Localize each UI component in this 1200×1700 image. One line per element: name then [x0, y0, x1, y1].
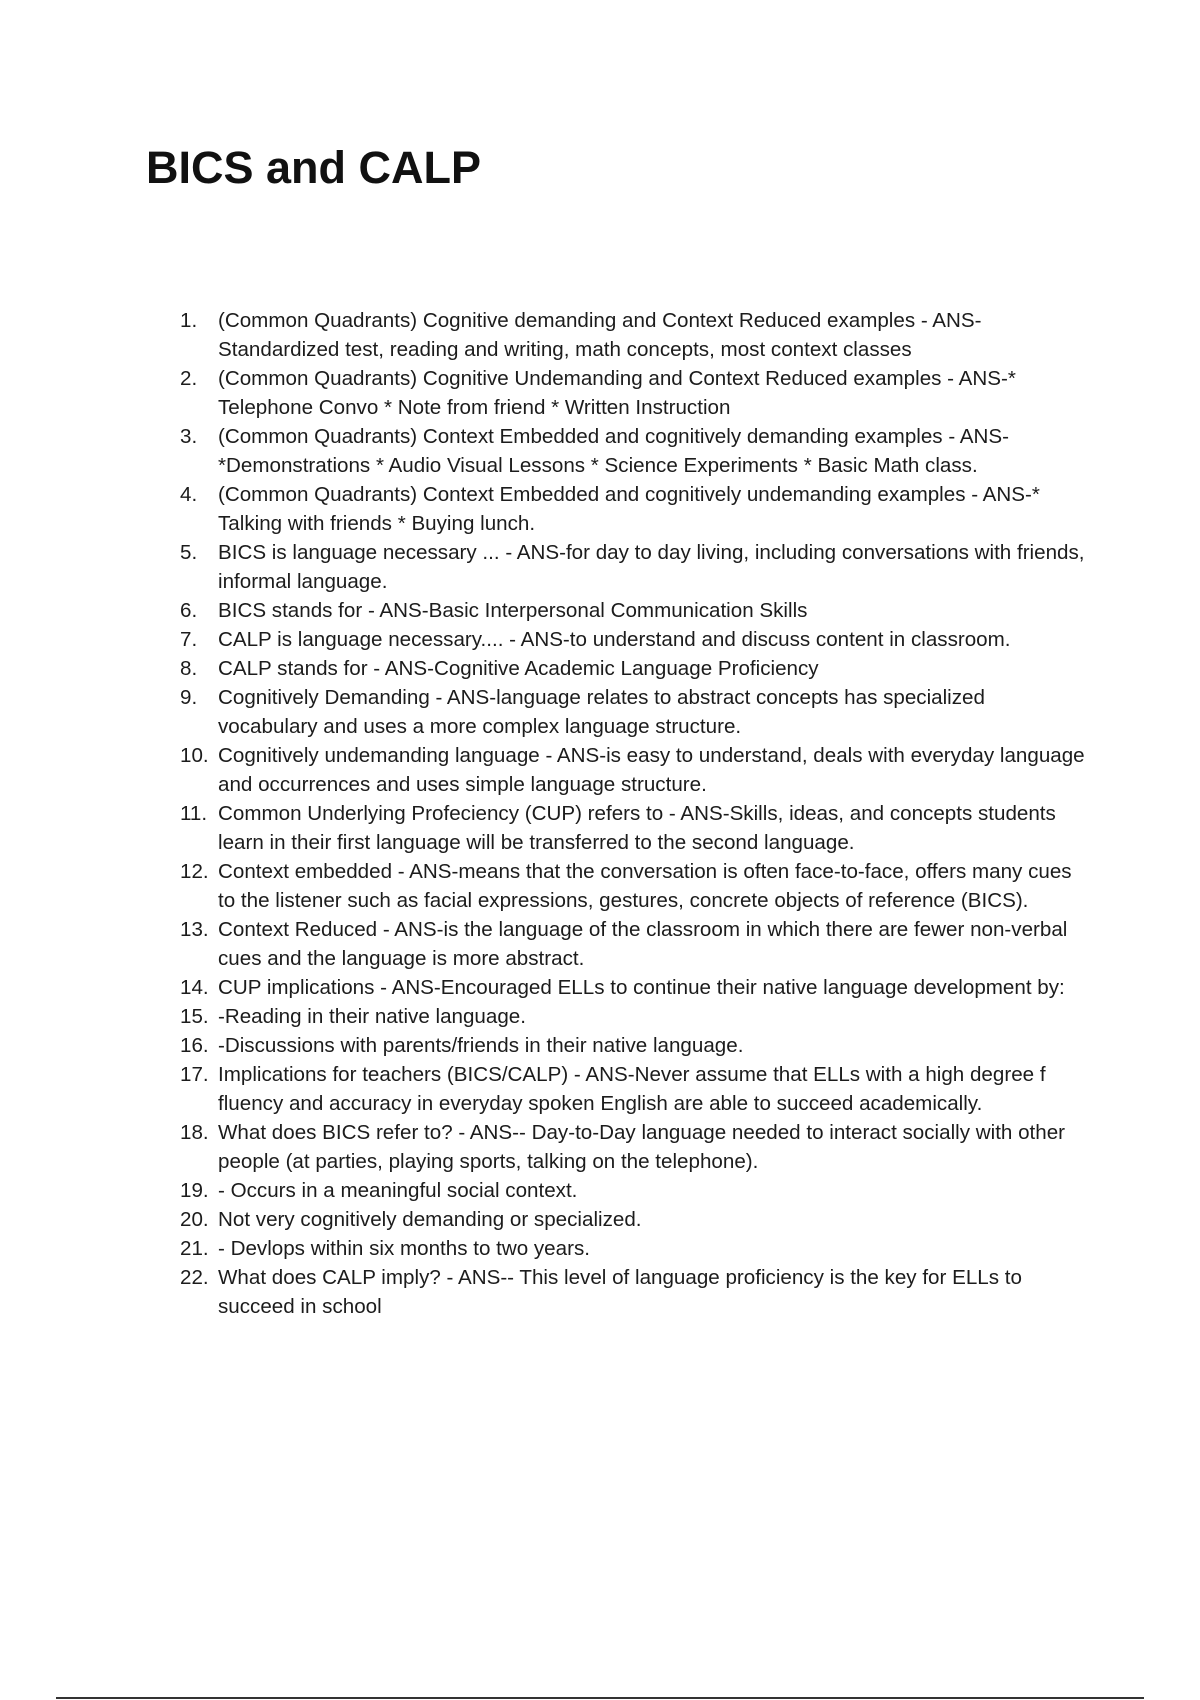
item-text: Cognitively undemanding language - ANS-is easy to understand, deals with everyday language and occurrences and uses simple language structure.	[218, 744, 1085, 796]
list-item	[180, 683, 1086, 741]
list-item	[180, 1031, 1086, 1060]
list-item	[180, 1060, 1086, 1118]
item-number: 5.	[180, 541, 198, 564]
item-number: 21.	[180, 1237, 209, 1260]
item-text: BICS stands for - ANS-Basic Interpersonal Communication Skills	[218, 599, 808, 622]
item-text: Not very cognitively demanding or specialized.	[218, 1208, 642, 1231]
list-item	[180, 799, 1086, 857]
item-number: 17.	[180, 1063, 209, 1086]
item-text: -Discussions with parents/friends in their native language.	[218, 1034, 744, 1057]
list-item	[180, 1205, 1086, 1234]
item-number: 16.	[180, 1034, 209, 1057]
list-item	[180, 625, 1086, 654]
item-number: 18.	[180, 1121, 209, 1144]
list-item	[180, 422, 1086, 480]
item-text: CALP stands for - ANS-Cognitive Academic Language Proficiency	[218, 657, 819, 680]
item-text: (Common Quadrants) Cognitive Undemanding and Context Reduced examples - ANS-* Telephone Convo * Note from friend * Written Instruction	[218, 367, 1016, 419]
list-item	[180, 364, 1086, 422]
item-number: 10.	[180, 744, 209, 767]
list-item	[180, 596, 1086, 625]
item-number: 14.	[180, 976, 209, 999]
list-item	[180, 1263, 1086, 1321]
item-number: 7.	[180, 628, 198, 651]
list-item	[180, 1176, 1086, 1205]
item-number: 6.	[180, 599, 198, 622]
list-item	[180, 915, 1086, 973]
item-number: 11.	[180, 802, 208, 825]
list-item	[180, 480, 1086, 538]
list-item	[180, 973, 1086, 1002]
list-item	[180, 741, 1086, 799]
item-text: - Occurs in a meaningful social context.	[218, 1179, 578, 1202]
qa-list	[180, 306, 1086, 1321]
item-number: 19.	[180, 1179, 209, 1202]
list-item	[180, 857, 1086, 915]
item-text: - Devlops within six months to two years.	[218, 1237, 590, 1260]
item-number: 1.	[180, 309, 198, 332]
item-number: 13.	[180, 918, 209, 941]
item-text: -Reading in their native language.	[218, 1005, 526, 1028]
list-item	[180, 654, 1086, 683]
item-number: 22.	[180, 1266, 209, 1289]
item-text: CUP implications - ANS-Encouraged ELLs to continue their native language development by:	[218, 976, 1065, 999]
item-text: Cognitively Demanding - ANS-language relates to abstract concepts has specialized vocabulary and uses a more complex language structure.	[218, 686, 985, 738]
item-text: Implications for teachers (BICS/CALP) - ANS-Never assume that ELLs with a high degree f fluency and accuracy in everyday spoken English are able to succeed academically.	[218, 1063, 1046, 1115]
item-number: 15.	[180, 1005, 209, 1028]
list-item	[180, 306, 1086, 364]
page-title: BICS and CALP	[146, 142, 482, 193]
item-text: (Common Quadrants) Cognitive demanding and Context Reduced examples - ANS-Standardized test, reading and writing, math concepts, most context classes	[218, 309, 982, 361]
item-number: 3.	[180, 425, 198, 448]
list-item	[180, 1118, 1086, 1176]
item-number: 12.	[180, 860, 209, 883]
list-item	[180, 1002, 1086, 1031]
item-text: Context Reduced - ANS-is the language of the classroom in which there are fewer non-verbal cues and the language is more abstract.	[218, 918, 1068, 970]
item-text: (Common Quadrants) Context Embedded and cognitively undemanding examples - ANS-* Talking with friends * Buying lunch.	[218, 483, 1040, 535]
list-item	[180, 1234, 1086, 1263]
item-text: CALP is language necessary.... - ANS-to understand and discuss content in classroom.	[218, 628, 1011, 651]
item-text: (Common Quadrants) Context Embedded and cognitively demanding examples - ANS-*Demonstrations * Audio Visual Lessons * Science Experiments * Basic Math class.	[218, 425, 1009, 477]
item-number: 2.	[180, 367, 198, 390]
item-number: 20.	[180, 1208, 209, 1231]
item-text: What does CALP imply? - ANS-- This level of language proficiency is the key for ELLs to succeed in school	[218, 1266, 1022, 1318]
item-number: 9.	[180, 686, 198, 709]
list-item	[180, 538, 1086, 596]
item-number: 8.	[180, 657, 198, 680]
item-text: What does BICS refer to? - ANS-- Day-to-Day language needed to interact socially with other people (at parties, playing sports, talking on the telephone).	[218, 1121, 1066, 1173]
item-number: 4.	[180, 483, 198, 506]
item-text: Common Underlying Profeciency (CUP) refers to - ANS-Skills, ideas, and concepts students learn in their first language will be transferred to the second language.	[218, 802, 1056, 854]
item-text: BICS is language necessary ... - ANS-for day to day living, including conversations with friends, informal language.	[218, 541, 1085, 593]
item-text: Context embedded - ANS-means that the conversation is often face-to-face, offers many cues to the listener such as facial expressions, gestures, concrete objects of reference (BICS).	[218, 860, 1072, 912]
footer-divider	[56, 1697, 1144, 1699]
